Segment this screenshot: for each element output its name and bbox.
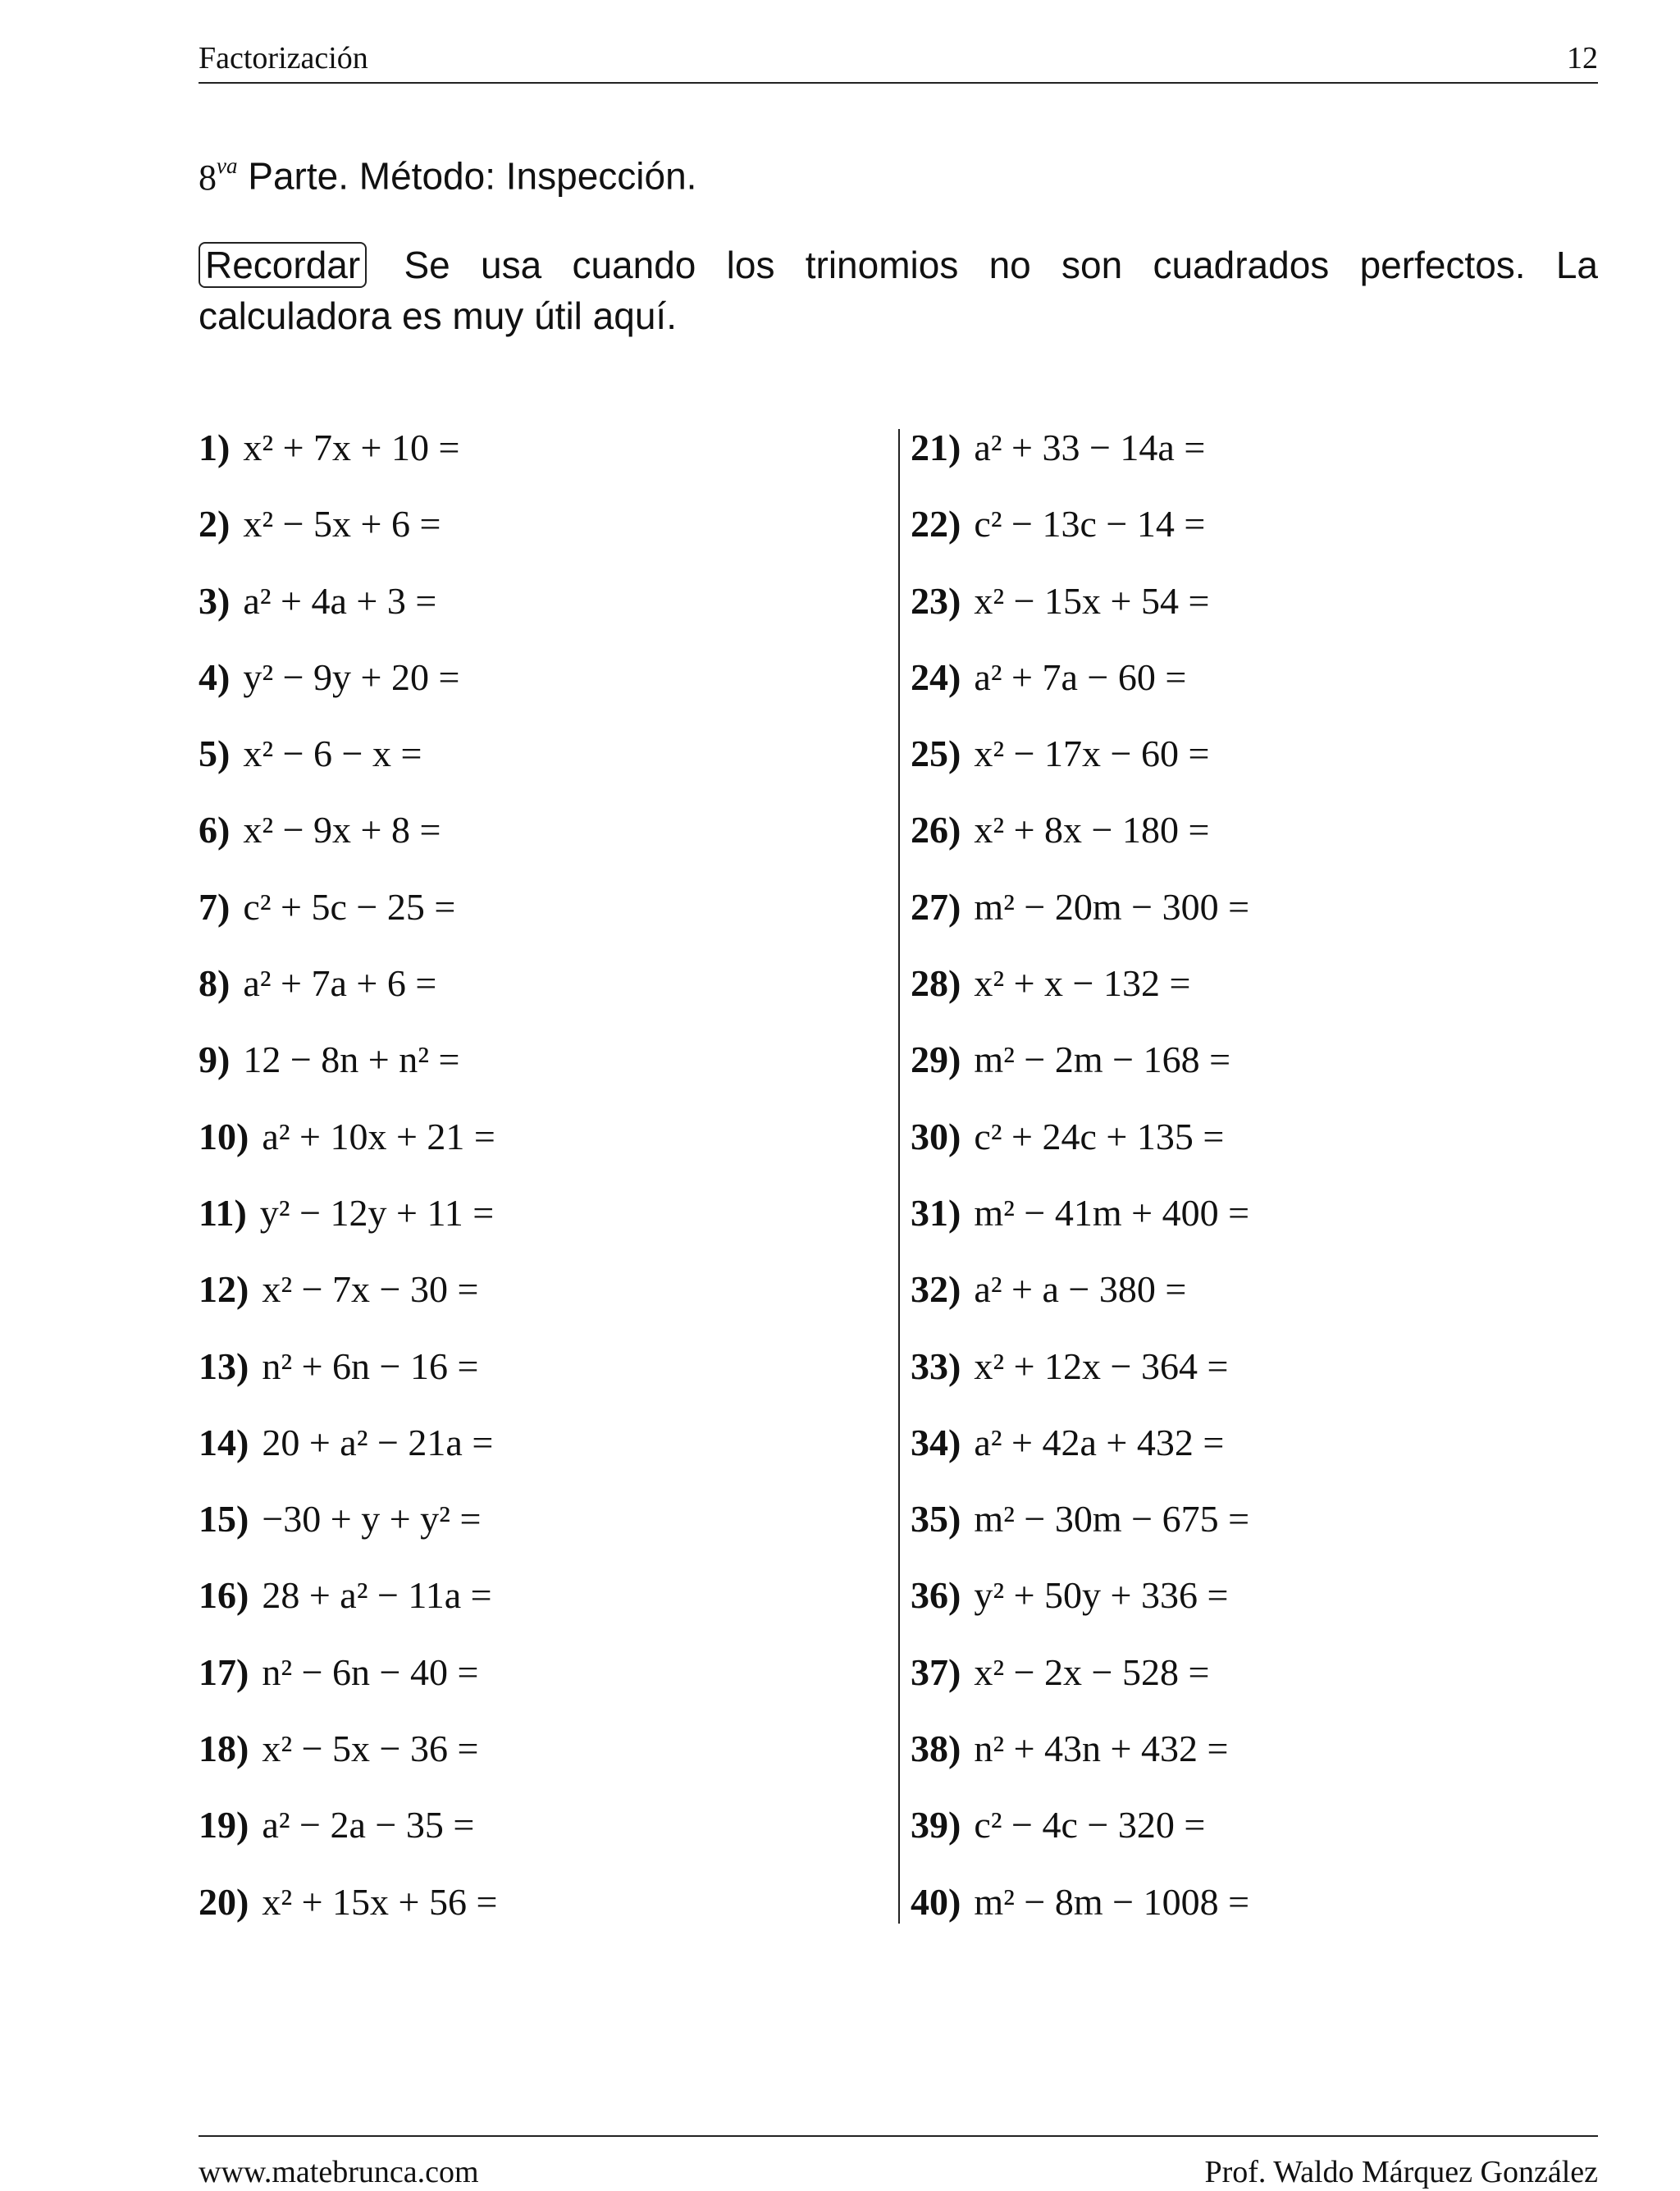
exercise-number: 10) <box>199 1115 249 1157</box>
exercise-number: 1) <box>199 427 231 468</box>
exercise-item <box>911 728 1249 805</box>
exercise-item <box>911 882 1249 958</box>
exercise-expression: a² + 7a − 60 = <box>974 655 1187 698</box>
section-title: Parte. Método: Inspección. <box>248 154 697 198</box>
exercise-number: 21) <box>911 427 961 468</box>
reminder-note <box>199 240 1598 341</box>
exercise-column-left <box>199 422 497 1953</box>
exercise-item <box>199 1723 497 1800</box>
exercise-item <box>911 499 1249 575</box>
exercise-item <box>199 958 497 1034</box>
exercise-item <box>199 1264 497 1340</box>
exercise-item <box>199 1570 497 1646</box>
exercise-expression: 28 + a² − 11a = <box>262 1574 492 1617</box>
exercise-number: 30) <box>911 1115 961 1157</box>
running-footer <box>199 2135 1598 2191</box>
exercise-number: 6) <box>199 809 231 851</box>
running-header <box>199 39 1598 84</box>
exercise-item <box>199 1494 497 1570</box>
exercise-number: 35) <box>911 1498 961 1541</box>
exercise-expression: x² + x − 132 = <box>974 962 1191 1005</box>
exercise-item <box>911 1877 1249 1953</box>
exercise-expression: c² + 5c − 25 = <box>243 885 456 928</box>
exercise-expression: x² − 6 − x = <box>243 733 422 775</box>
exercise-expression: 12 − 8n + n² = <box>243 1038 460 1081</box>
ordinal-superscript: va <box>217 153 238 178</box>
exercise-item <box>199 1417 497 1494</box>
exercise-number: 17) <box>199 1650 249 1693</box>
exercise-item <box>199 728 497 805</box>
exercise-expression: y² − 12y + 11 = <box>259 1191 495 1234</box>
exercise-item <box>199 1647 497 1723</box>
exercise-expression: y² + 50y + 336 = <box>974 1574 1229 1617</box>
exercise-number: 5) <box>199 733 231 775</box>
exercise-number: 2) <box>199 503 231 545</box>
exercise-number: 9) <box>199 1038 231 1081</box>
exercise-expression: x² − 7x − 30 = <box>262 1268 479 1311</box>
exercise-number: 38) <box>911 1728 961 1770</box>
exercise-item <box>911 1800 1249 1876</box>
exercise-expression: a² + 10x + 21 = <box>262 1115 495 1157</box>
exercise-expression: c² + 24c + 135 = <box>974 1115 1225 1157</box>
exercise-expression: x² + 7x + 10 = <box>243 427 460 468</box>
exercise-item <box>911 958 1249 1034</box>
exercise-item <box>199 1111 497 1188</box>
exercise-item <box>199 882 497 958</box>
section-heading <box>199 144 696 203</box>
exercise-item <box>199 652 497 728</box>
exercise-number: 32) <box>911 1268 961 1311</box>
exercise-item <box>911 1188 1249 1264</box>
exercise-item <box>199 499 497 575</box>
exercise-expression: a² − 2a − 35 = <box>262 1804 475 1846</box>
exercise-number: 29) <box>911 1038 961 1081</box>
exercise-expression: x² + 12x − 364 = <box>974 1344 1229 1387</box>
exercise-item <box>199 422 497 499</box>
exercise-item <box>911 1723 1249 1800</box>
exercise-expression: m² − 2m − 168 = <box>974 1038 1231 1081</box>
exercise-item <box>911 576 1249 652</box>
exercise-item <box>911 805 1249 881</box>
exercise-number: 33) <box>911 1344 961 1387</box>
exercise-expression: n² + 43n + 432 = <box>974 1728 1229 1770</box>
exercise-number: 25) <box>911 733 961 775</box>
exercise-item <box>911 1264 1249 1340</box>
exercise-expression: m² − 30m − 675 = <box>974 1498 1250 1541</box>
exercise-expression: x² − 5x + 6 = <box>243 503 441 545</box>
exercise-number: 7) <box>199 885 231 928</box>
exercise-expression: m² − 41m + 400 = <box>974 1191 1250 1234</box>
section-ordinal: $8^{va}$ <box>199 153 238 198</box>
exercise-expression: x² + 15x + 56 = <box>262 1880 498 1923</box>
exercise-number: 11) <box>199 1191 247 1234</box>
exercise-number: 24) <box>911 655 961 698</box>
exercise-item <box>199 805 497 881</box>
exercise-expression: m² − 8m − 1008 = <box>974 1880 1250 1923</box>
exercise-expression: a² + 42a + 432 = <box>974 1421 1225 1463</box>
exercise-item <box>199 1034 497 1111</box>
exercise-number: 15) <box>199 1498 249 1541</box>
exercise-expression: x² − 15x + 54 = <box>974 579 1210 622</box>
exercise-number: 18) <box>199 1728 249 1770</box>
exercise-expression: x² − 9x + 8 = <box>243 809 441 851</box>
exercise-number: 22) <box>911 503 961 545</box>
footer-website: www.matebrunca.com <box>199 2155 479 2189</box>
footer-author: Prof. Waldo Márquez González <box>1204 2155 1598 2189</box>
exercise-expression: x² − 2x − 528 = <box>974 1650 1210 1693</box>
exercise-number: 37) <box>911 1650 961 1693</box>
exercise-expression: a² + 33 − 14a = <box>974 427 1206 468</box>
exercise-item <box>911 1494 1249 1570</box>
reminder-tag: Recordar <box>199 242 367 288</box>
reminder-text: Se usa cuando los trinomios no son cuadrados perfectos. La calculadora es muy útil aquí. <box>199 244 1598 337</box>
exercise-item <box>911 422 1249 499</box>
exercise-expression: −30 + y + y² = <box>262 1498 482 1541</box>
document-title: Factorización <box>199 41 368 75</box>
exercise-expression: 20 + a² − 21a = <box>262 1421 494 1463</box>
exercise-number: 27) <box>911 885 961 928</box>
exercise-number: 4) <box>199 655 231 698</box>
exercise-expression: c² − 4c − 320 = <box>974 1804 1206 1846</box>
exercise-expression: a² + 7a + 6 = <box>243 962 437 1005</box>
exercise-item <box>199 1341 497 1417</box>
exercise-item <box>911 1111 1249 1188</box>
column-divider <box>898 429 900 1924</box>
exercise-number: 8) <box>199 962 231 1005</box>
exercise-expression: a² + a − 380 = <box>974 1268 1187 1311</box>
exercise-expression: x² − 17x − 60 = <box>974 733 1210 775</box>
exercise-expression: x² − 5x − 36 = <box>262 1728 479 1770</box>
exercise-expression: x² + 8x − 180 = <box>974 809 1210 851</box>
exercise-expression: a² + 4a + 3 = <box>243 579 437 622</box>
exercise-number: 13) <box>199 1344 249 1387</box>
exercise-number: 31) <box>911 1191 961 1234</box>
exercise-number: 14) <box>199 1421 249 1463</box>
exercise-item <box>199 1188 497 1264</box>
exercise-expression: y² − 9y + 20 = <box>243 655 460 698</box>
exercise-item <box>911 652 1249 728</box>
exercise-number: 12) <box>199 1268 249 1311</box>
exercise-item <box>911 1034 1249 1111</box>
exercise-number: 20) <box>199 1880 249 1923</box>
exercise-number: 26) <box>911 809 961 851</box>
exercise-number: 19) <box>199 1804 249 1846</box>
exercise-list <box>199 422 1598 1925</box>
exercise-item <box>199 576 497 652</box>
exercise-item <box>911 1570 1249 1646</box>
exercise-item <box>911 1417 1249 1494</box>
exercise-expression: n² + 6n − 16 = <box>262 1344 479 1387</box>
exercise-item <box>911 1647 1249 1723</box>
exercise-expression: n² − 6n − 40 = <box>262 1650 479 1693</box>
exercise-expression: c² − 13c − 14 = <box>974 503 1206 545</box>
exercise-number: 28) <box>911 962 961 1005</box>
exercise-number: 23) <box>911 579 961 622</box>
exercise-item <box>911 1341 1249 1417</box>
exercise-number: 36) <box>911 1574 961 1617</box>
exercise-column-right <box>911 422 1249 1953</box>
exercise-item <box>199 1877 497 1953</box>
exercise-item <box>199 1800 497 1876</box>
exercise-number: 16) <box>199 1574 249 1617</box>
exercise-number: 40) <box>911 1880 961 1923</box>
exercise-number: 3) <box>199 579 231 622</box>
exercise-expression: m² − 20m − 300 = <box>974 885 1250 928</box>
page-number: 12 <box>1567 41 1598 75</box>
exercise-number: 34) <box>911 1421 961 1463</box>
exercise-number: 39) <box>911 1804 961 1846</box>
